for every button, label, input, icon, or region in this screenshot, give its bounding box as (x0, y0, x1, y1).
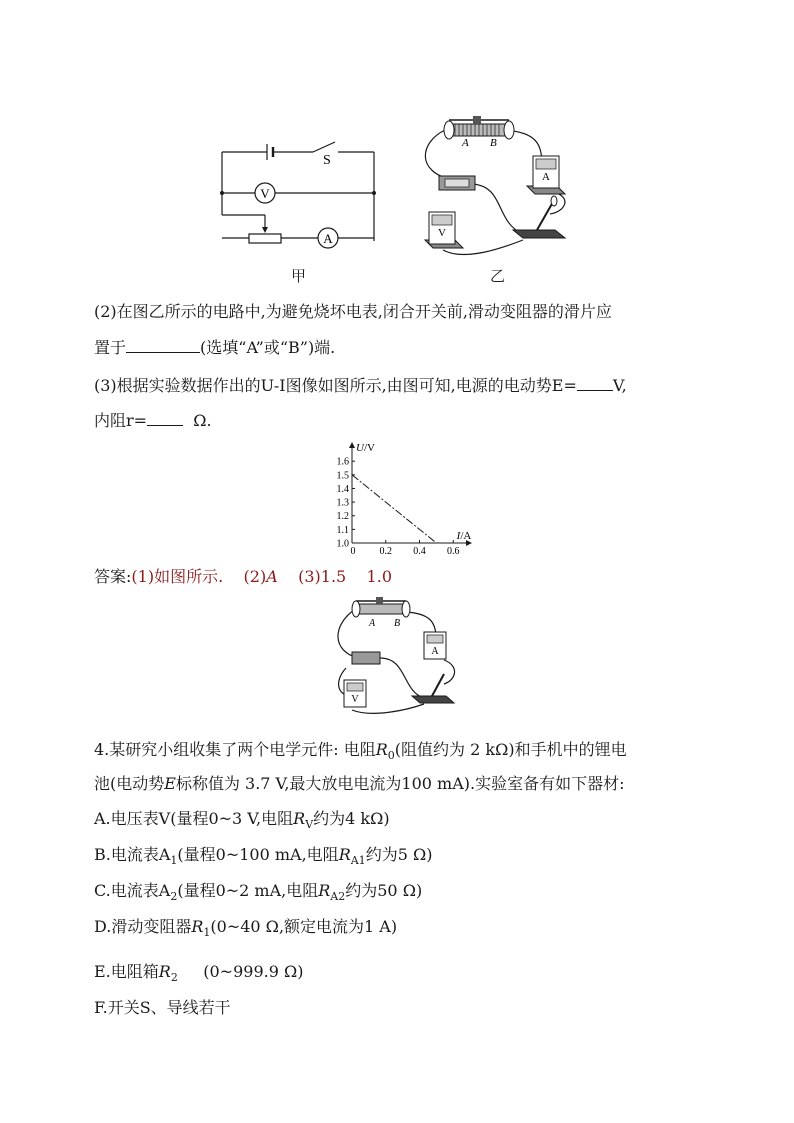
q4-option-e: E.电阻箱$R_2$ (0~999.9 Ω) (94, 962, 304, 985)
answer-voltmeter-label: V (351, 694, 359, 705)
battery-drawing (439, 176, 475, 190)
series-line (352, 475, 436, 543)
answer-part2: (2)A (243, 567, 278, 586)
y-tick-label: 1.2 (336, 511, 349, 523)
q4-option-b: B.电流表$A_1$(量程0~100 mA,电阻$R_{A1}$约为5 Ω) (94, 845, 433, 868)
voltmeter-face-label: V (438, 227, 446, 239)
ammeter-face-label: A (542, 171, 550, 183)
answer-label: 答案: (94, 567, 132, 586)
y-axis-label: U/V (356, 442, 375, 454)
q2-line2: 置于 (选填“A”或“B”)端. (94, 338, 336, 357)
voltmeter-drawing (425, 212, 463, 248)
answer-ammeter-label: A (431, 646, 439, 657)
apparatus-drawing (415, 112, 580, 257)
switch-drawing (513, 196, 565, 238)
y-tick-label: 1.5 (336, 470, 349, 482)
ammeter-label: A (323, 231, 333, 246)
answer-end-a-label: A (369, 618, 376, 629)
y-tick-label: 1.4 (336, 483, 349, 495)
x-tick-label: 0.6 (447, 546, 460, 557)
q4-option-a: A.电压表V(量程0~3 V,电阻$R_V$约为4 kΩ) (94, 809, 390, 832)
answer-part3b: 1.0 (366, 567, 392, 586)
answer-part3: (3)1.5 (298, 567, 347, 586)
answer-part1: (1)如图所示. (131, 567, 224, 586)
caption-jia: 甲 (291, 267, 307, 285)
y-tick-label: 1.1 (336, 524, 349, 536)
q4-option-d: D.滑动变阻器$R_1(0\sim 40$ Ω,额定电流为1 A) (94, 917, 398, 940)
x-axis-label: I/A (456, 530, 472, 542)
q4-line2: 池(电动势E标称值为 3.7 V,最大放电电流为100 mA).实验室备有如下器材: (94, 774, 625, 793)
answer-end-b-label: B (394, 618, 401, 629)
caption-yi: 乙 (490, 267, 506, 285)
answer-line (94, 567, 392, 587)
q4-option-c: C.电流表$A_2$(量程0~2 mA,电阻$R_{A2}$约为50 Ω) (94, 881, 423, 904)
circuit-diagram (215, 135, 385, 253)
y-tick-label: 1.3 (336, 497, 349, 509)
rheostat-drawing (444, 116, 514, 139)
x-tick-label: 0.4 (413, 546, 426, 557)
q3-line1: (3)根据实验数据作出的U-I图像如图所示,由图可知,电源的电动势E= V, (94, 376, 627, 395)
end-a-label: A (462, 137, 469, 149)
y-axis-arrow (349, 442, 355, 448)
voltmeter-label: V (260, 186, 270, 201)
ui-chart (325, 440, 475, 558)
ammeter-drawing (527, 156, 565, 194)
y-tick-label: 1.0 (336, 538, 349, 550)
q2-line1: (2)在图乙所示的电路中,为避免烧坏电表,闭合开关前,滑动变阻器的滑片应 (94, 302, 612, 321)
x-tick-label: 0 (350, 546, 356, 557)
y-tick-label: 1.6 (336, 456, 349, 468)
end-b-label: B (490, 137, 497, 149)
q4-option-f: F.开关S、导线若干 (94, 998, 231, 1017)
switch-label: S (323, 153, 331, 168)
x-tick-label: 0.2 (379, 546, 392, 557)
answer-apparatus-drawing (332, 596, 462, 718)
q3-line2: 内阻r= Ω. (94, 411, 212, 430)
q4-line1: 4.某研究小组收集了两个电学元件: 电阻$R_0$(阻值约为 2 kΩ)和手机中的锂电 (94, 740, 627, 763)
